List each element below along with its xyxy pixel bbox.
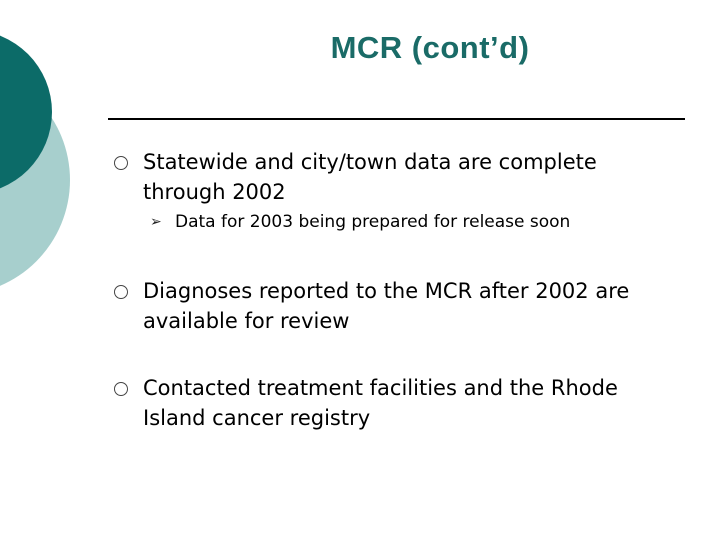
slide-title: MCR (cont’d) <box>330 30 530 65</box>
arrowhead-icon: ➢ <box>150 214 162 230</box>
hollow-circle-icon <box>114 285 128 299</box>
bullet-item: Diagnoses reported to the MCR after 2002 are available for review <box>143 279 630 333</box>
bullet-item: Statewide and city/town data are complete through 2002 <box>143 150 597 204</box>
hollow-circle-icon <box>114 382 128 396</box>
sub-bullet-item: Data for 2003 being prepared for release soon <box>175 212 571 232</box>
hollow-circle-icon <box>114 156 128 170</box>
bullet-item: Contacted treatment facilities and the Rhode Island cancer registry <box>143 376 618 430</box>
